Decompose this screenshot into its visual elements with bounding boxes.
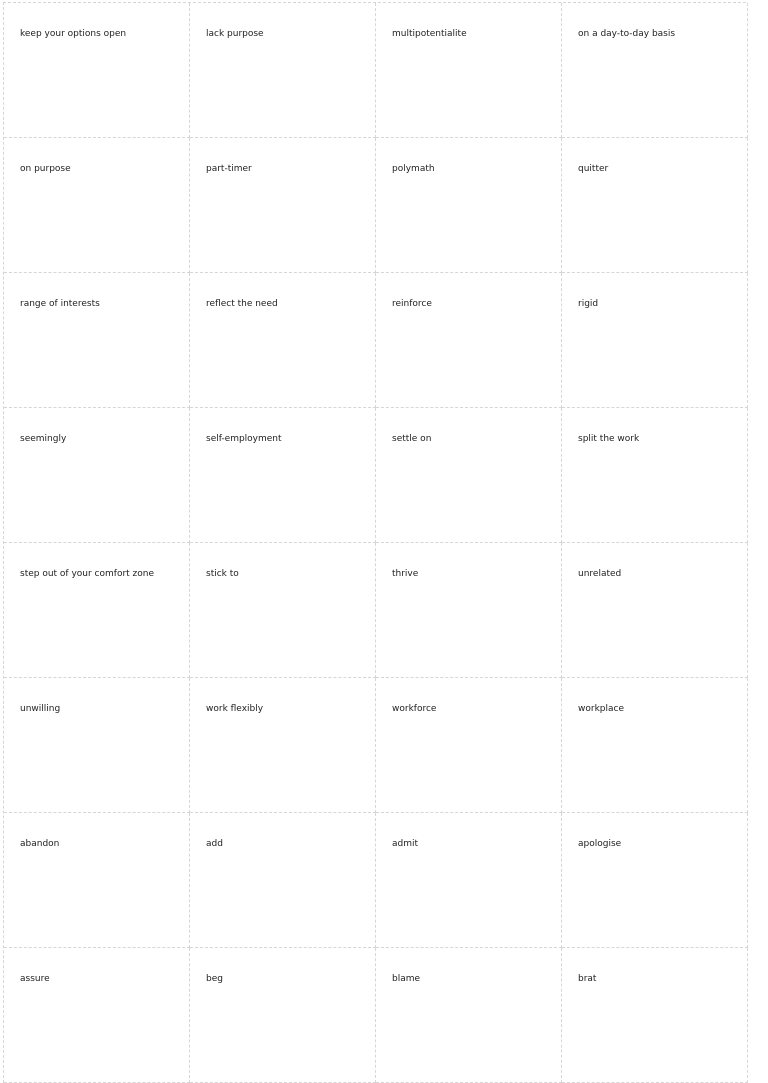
vocab-term: abandon [20, 839, 60, 849]
vocab-term: rigid [578, 299, 599, 309]
vocab-card [562, 813, 748, 948]
vocab-term: thrive [392, 569, 419, 579]
vocab-term: workforce [392, 704, 437, 714]
vocab-term: assure [20, 974, 50, 984]
vocab-term: on purpose [20, 164, 71, 174]
vocab-card [190, 813, 376, 948]
vocab-card [4, 678, 190, 813]
vocab-card [376, 3, 562, 138]
vocab-card [190, 3, 376, 138]
vocab-card [4, 138, 190, 273]
flashcard-grid [3, 2, 746, 1083]
vocab-term: keep your options open [20, 29, 127, 39]
vocab-term: brat [578, 974, 597, 984]
vocab-card [376, 678, 562, 813]
vocab-card [190, 138, 376, 273]
vocab-card [376, 813, 562, 948]
vocab-card [562, 273, 748, 408]
vocab-term: lack purpose [206, 29, 264, 39]
vocab-term: work flexibly [206, 704, 264, 714]
vocab-card [190, 948, 376, 1083]
vocab-card [376, 138, 562, 273]
vocab-card [562, 543, 748, 678]
vocab-card [376, 273, 562, 408]
vocab-term: settle on [392, 434, 432, 444]
vocab-term: quitter [578, 164, 609, 174]
vocab-term: reinforce [392, 299, 432, 309]
vocab-term: admit [392, 839, 419, 849]
vocab-term: apologise [578, 839, 622, 849]
vocab-term: multipotentialite [392, 29, 467, 39]
vocab-card [4, 813, 190, 948]
vocab-term: range of interests [20, 299, 100, 309]
vocab-term: step out of your comfort zone [20, 569, 155, 579]
vocab-card [4, 273, 190, 408]
vocab-card [4, 3, 190, 138]
vocab-card [190, 408, 376, 543]
vocab-term: split the work [578, 434, 640, 444]
vocab-card [562, 678, 748, 813]
vocab-term: unwilling [20, 704, 61, 714]
vocab-card [4, 948, 190, 1083]
vocab-term: reflect the need [206, 299, 278, 309]
vocab-card [4, 543, 190, 678]
vocab-term: polymath [392, 164, 435, 174]
vocab-term: beg [206, 974, 223, 984]
vocab-card [376, 543, 562, 678]
vocab-card [190, 678, 376, 813]
vocab-card [376, 408, 562, 543]
vocab-card [4, 408, 190, 543]
vocab-term: unrelated [578, 569, 622, 579]
vocab-card [562, 3, 748, 138]
vocab-card [562, 138, 748, 273]
vocab-term: blame [392, 974, 421, 984]
vocab-term: on a day-to-day basis [578, 29, 676, 39]
vocab-term: stick to [206, 569, 239, 579]
vocab-term: self-employment [206, 434, 282, 444]
vocab-card [190, 543, 376, 678]
vocab-card [562, 948, 748, 1083]
vocab-card [190, 273, 376, 408]
vocab-term: workplace [578, 704, 624, 714]
vocab-term: seemingly [20, 434, 67, 444]
vocab-term: part-timer [206, 164, 252, 174]
flashcard-sheet [3, 2, 746, 1024]
vocab-card [376, 948, 562, 1083]
vocab-card [562, 408, 748, 543]
vocab-term: add [206, 839, 223, 849]
